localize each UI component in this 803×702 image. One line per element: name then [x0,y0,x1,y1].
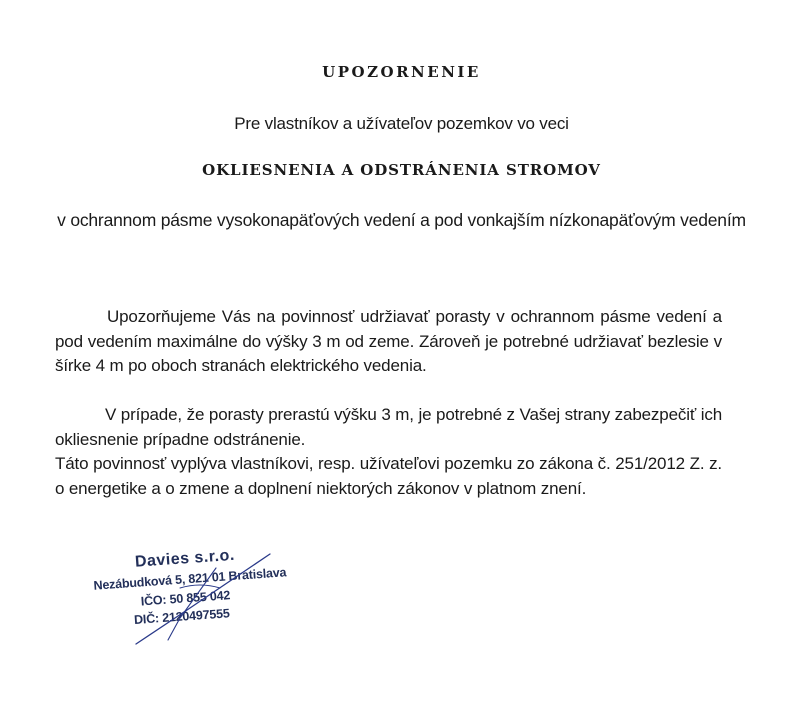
paragraph-obligation: Upozorňujeme Vás na povinnosť udržiavať porasty v ochrannom pásme vedení a pod vedením maximálne do výšky 3 m od zeme. Zároveň je potrebné udržiavať bezlesie v šírke 4 m po oboch stranách elektrického vedenia. [55,307,722,375]
document-main-title: OKLIESNENIA A ODSTRÁNENIA STROMOV [202,161,601,179]
document-subtitle: Pre vlastníkov a užívateľov pozemkov vo veci [234,114,569,133]
stamp-ico: IČO: 50 855 042 [140,588,231,609]
document-heading: UPOZORNENIE [322,63,481,81]
stamp-company-name: Davies s.r.o. [134,546,236,571]
paragraph-overgrowth: V prípade, že porasty prerastú výšku 3 m, je potrebné z Vašej strany zabezpečiť ich okliesnenie prípadne odstránenie. [55,405,722,449]
stamp-address: Nezábudková 5, 821 01 Bratislava [93,565,287,593]
document-subject: v ochrannom pásme vysokonapäťových vedení a pod vonkajším nízkonapäťovým vedením [57,210,746,230]
handwritten-signature [120,548,290,648]
stamp-dic: DIČ: 2120497555 [133,606,231,627]
paragraph-legal-basis: Táto povinnosť vyplýva vlastníkovi, resp. užívateľovi pozemku zo zákona č. 251/2012 Z. z. o energetike a o zmene a doplnení niektorých zákonov v platnom znení. [55,454,722,498]
